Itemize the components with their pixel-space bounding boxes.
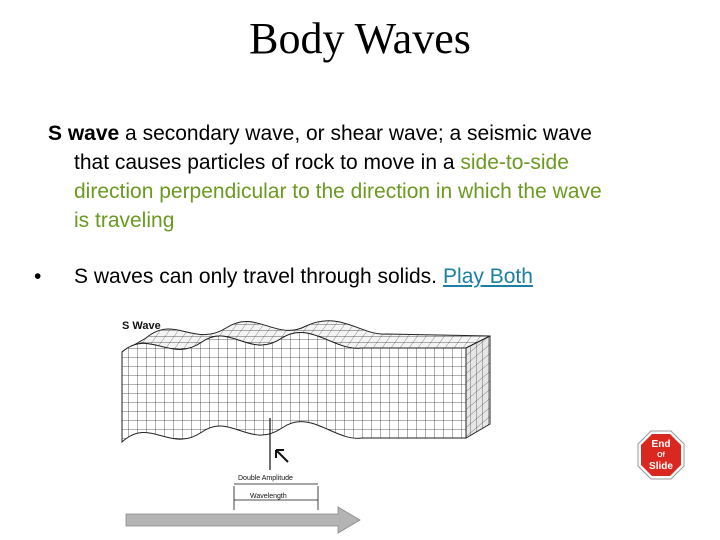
wave-block-front xyxy=(122,332,466,442)
end-button-line2: Of xyxy=(657,452,665,459)
wave-block-side xyxy=(466,336,490,438)
end-button-line3: Slide xyxy=(649,461,673,472)
definition-term: S wave xyxy=(48,122,120,145)
bullet-text: S waves can only travel through solids. xyxy=(74,265,438,288)
amplitude-arrow-icon xyxy=(276,450,288,462)
wavelength-label: Wavelength xyxy=(250,493,287,500)
end-of-slide-button[interactable] xyxy=(637,430,685,480)
propagation-arrow-icon xyxy=(126,507,360,533)
bullet-item xyxy=(30,262,533,291)
figure-heading: S Wave xyxy=(122,320,161,332)
definition-line-4: is traveling xyxy=(74,209,175,232)
definition-line-2-text: that causes particles of rock to move in a xyxy=(74,151,461,174)
definition-line-3: direction perpendicular to the direction in which the wave xyxy=(74,180,602,203)
s-wave-diagram xyxy=(110,312,500,538)
play-both-link[interactable]: Play Both xyxy=(443,265,533,288)
amplitude-label: Double Amplitude xyxy=(238,475,293,482)
definition-line-1-text: a secondary wave, or shear wave; a seismic wave xyxy=(119,122,592,145)
highlight-side-to-side: side-to-side xyxy=(460,151,569,174)
end-button-line1: End xyxy=(651,439,671,450)
slide-title: Body Waves xyxy=(249,14,471,63)
definition-line-2 xyxy=(48,148,698,177)
definition-line-1 xyxy=(48,119,698,148)
bullet-marker: • xyxy=(34,265,42,288)
definition-block xyxy=(48,119,698,235)
